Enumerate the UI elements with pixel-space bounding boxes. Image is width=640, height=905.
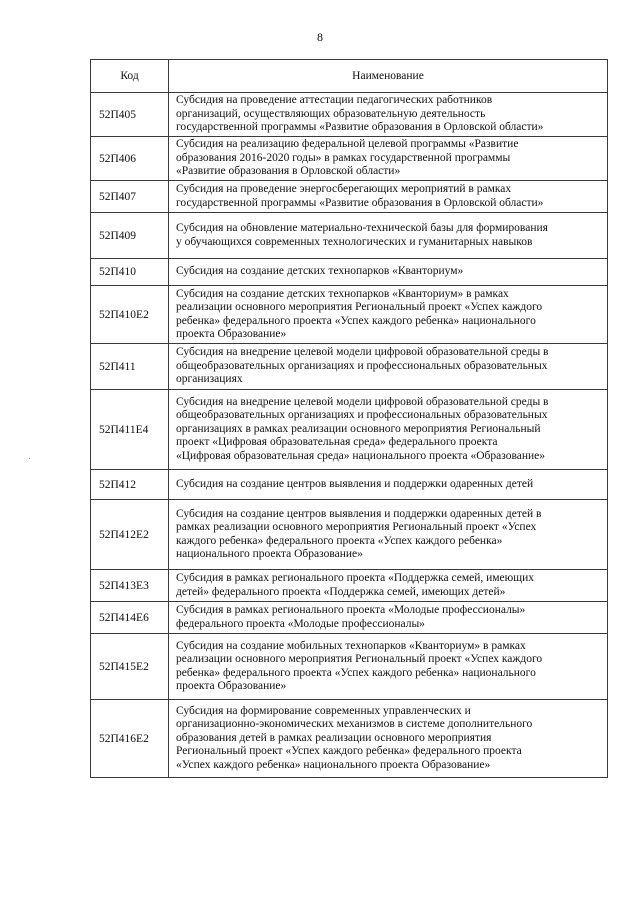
row-name: Субсидия на создание центров выявления и поддержки одаренных детей — [169, 470, 608, 500]
row-code: 52П407 — [91, 181, 169, 213]
row-name: Субсидия на обновление материально-технической базы для формирования у обучающихся современных технологических и гуманитарных навыков — [169, 213, 608, 259]
table-row — [91, 500, 608, 570]
row-name: Субсидия на внедрение целевой модели цифровой образовательной среды в общеобразовательных организациях и профессиональных образовательных организациях в рамках реализации основного мероприятия Региональный проект «Цифровая образовательная среда» федерального проекта «Цифровая образовательная среда» национального проекта «Образование» — [169, 390, 608, 470]
row-name: Субсидия на проведение аттестации педагогических работников организаций, осуществляющих образовательную деятельность государственной программы «Развитие образования в Орловской области» — [169, 93, 608, 137]
row-name: Субсидия на создание мобильных технопарков «Кванториум» в рамках реализации основного мероприятия Региональный проект «Успех каждого ребенка» федерального проекта «Успех каждого ребенка» национального проекта Образование» — [169, 634, 608, 700]
table-row — [91, 390, 608, 470]
row-code: 52П416Е2 — [91, 700, 169, 778]
table-row — [91, 259, 608, 286]
row-code: 52П410 — [91, 259, 169, 286]
row-name: Субсидия на создание детских технопарков «Кванториум» в рамках реализации основного мероприятия Региональный проект «Успех каждого ребенка» федерального проекта «Успех каждого ребенка» национального проекта Образование» — [169, 286, 608, 344]
row-name: Субсидия в рамках регионального проекта «Поддержка семей, имеющих детей» федерального проекта «Поддержка семей, имеющих детей» — [169, 570, 608, 602]
row-code: 52П405 — [91, 93, 169, 137]
row-name: Субсидия на создание центров выявления и поддержки одаренных детей в рамках реализации основного мероприятия Региональный проект «Успех каждого ребенка» федерального проекта «Успех каждого ребенка» национального проекта Образование» — [169, 500, 608, 570]
margin-mark — [29, 458, 30, 459]
table-row — [91, 602, 608, 634]
table-row — [91, 470, 608, 500]
table-row — [91, 634, 608, 700]
row-code: 52П411Е4 — [91, 390, 169, 470]
row-code: 52П412 — [91, 470, 169, 500]
table-row — [91, 344, 608, 390]
table-row — [91, 700, 608, 778]
table-row — [91, 570, 608, 602]
row-name: Субсидия на реализацию федеральной целевой программы «Развитие образования 2016-2020 годы» в рамках государственной программы «Развитие образования в Орловской области» — [169, 137, 608, 181]
row-code: 52П414Е6 — [91, 602, 169, 634]
row-code: 52П409 — [91, 213, 169, 259]
row-code: 52П412Е2 — [91, 500, 169, 570]
page-number: 8 — [317, 30, 323, 44]
row-code: 52П406 — [91, 137, 169, 181]
table-row — [91, 93, 608, 137]
header-code: Код — [91, 60, 169, 93]
codes-table — [90, 59, 608, 778]
table-header-row — [91, 60, 608, 93]
row-name: Субсидия на внедрение целевой модели цифровой образовательной среды в общеобразовательных организациях и профессиональных образовательных организациях — [169, 344, 608, 390]
row-name: Субсидия на проведение энергосберегающих мероприятий в рамках государственной программы «Развитие образования в Орловской области» — [169, 181, 608, 213]
table-row — [91, 137, 608, 181]
row-name: Субсидия на создание детских технопарков «Кванториум» — [169, 259, 608, 286]
table-row — [91, 286, 608, 344]
row-code: 52П411 — [91, 344, 169, 390]
row-code: 52П413Е3 — [91, 570, 169, 602]
table-row — [91, 181, 608, 213]
row-code: 52П410Е2 — [91, 286, 169, 344]
header-name: Наименование — [169, 60, 608, 93]
row-name: Субсидия в рамках регионального проекта «Молодые профессионалы» федерального проекта «Молодые профессионалы» — [169, 602, 608, 634]
row-name: Субсидия на формирование современных управленческих и организационно-экономических механизмов в системе дополнительного образования детей в рамках реализации основного мероприятия Региональный проект «Успех каждого ребенка» федерального проекта «Успех каждого ребенка» национального проекта Образование» — [169, 700, 608, 778]
row-code: 52П415Е2 — [91, 634, 169, 700]
table-row — [91, 213, 608, 259]
